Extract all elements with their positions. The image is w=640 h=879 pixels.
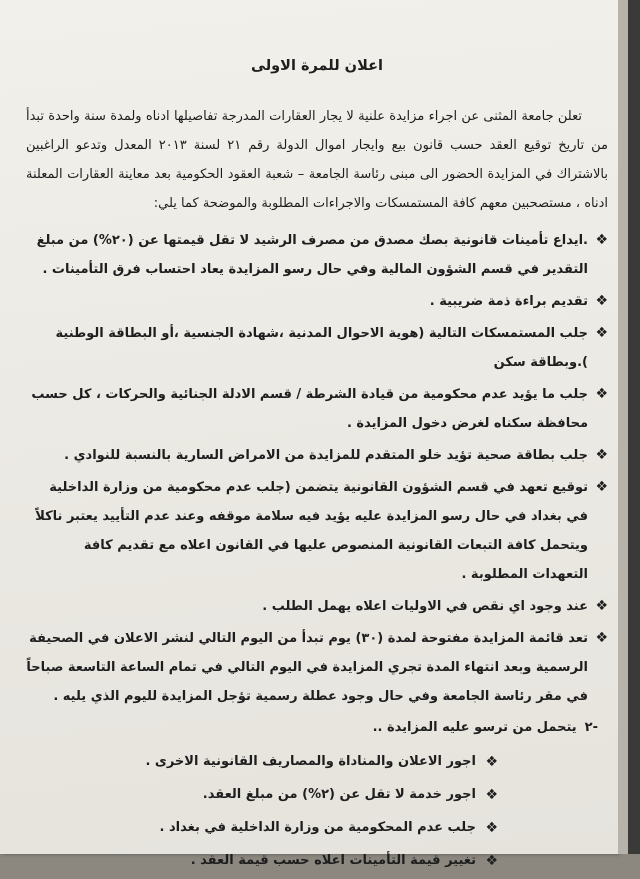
section-2-heading <box>26 715 608 741</box>
diamond-bullet-icon: ❖ <box>595 598 608 614</box>
requirement-item: ❖ جلب ما يؤيد عدم محكومية من قيادة الشرطة / قسم الادلة الجنائية والحركات ، كل حسب محافظة سكناه لغرض دخول المزايدة . <box>26 380 608 438</box>
section-heading-text: يتحمل من ترسو عليه المزايدة .. <box>372 720 577 735</box>
diamond-bullet-icon: ❖ <box>595 386 608 402</box>
requirement-item: ❖ عند وجود اي نقص في الاوليات اعلاه يهمل الطلب . <box>26 592 608 621</box>
requirement-item: ❖ جلب بطاقة صحية تؤيد خلو المتقدم للمزايدة من الامراض السارية بالنسبة للنوادي . <box>26 441 608 470</box>
requirement-item: ❖ تقديم براءة ذمة ضريبية . <box>26 287 608 316</box>
diamond-bullet-icon: ❖ <box>485 787 498 803</box>
requirement-item: ❖ جلب المستمسكات التالية (هوية الاحوال المدنية ،شهادة الجنسية ،أو البطاقة الوطنية ).وبطاقة سكن <box>26 319 608 377</box>
requirement-item: ❖ توقيع تعهد في قسم الشؤون القانونية يتضمن (جلب عدم محكومية من وزارة الداخلية في بغداد في حال رسو المزايدة عليه يؤيد فيه سلامة موقفه وعند عدم التأييد يعتبر ناكلاً ويتحمل كافة التبعات القانونية المنصوص عليها في القانون اعلاه مع تقديم كافة التعهدات المطلوبة . <box>26 473 608 589</box>
obligations-list <box>26 747 608 876</box>
diamond-bullet-icon: ❖ <box>485 754 498 770</box>
obligation-item: ❖ جلب عدم المحكومية من وزارة الداخلية في بغداد . <box>26 813 498 843</box>
obligation-item: ❖ اجور خدمة لا تقل عن (٢%) من مبلغ العقد. <box>26 780 498 810</box>
requirements-list <box>26 226 608 711</box>
diamond-bullet-icon: ❖ <box>485 820 498 836</box>
background-edge <box>628 0 640 854</box>
diamond-bullet-icon: ❖ <box>595 293 608 309</box>
diamond-bullet-icon: ❖ <box>485 853 498 869</box>
requirement-item: ❖ تعد قائمة المزايدة مفتوحة لمدة (٣٠) يوم تبدأ من اليوم التالي لنشر الاعلان في الصحيفة الرسمية وبعد انتهاء المدة تجري المزايدة في اليوم التالي في تمام الساعة التاسعة صباحاً في مقر رئاسة الجامعة وفي حال وجود عطلة رسمية تؤجل المزايدة لليوم الذي يليه . <box>26 624 608 711</box>
intro-text: تعلن جامعة المثنى عن اجراء مزايدة علنية لا يجار العقارات المدرجة تفاصيلها ادناه ولمدة سنة واحدة تبدأ من تاريخ توقيع العقد حسب قانون بيع وايجار اموال الدولة رقم ٢١ لسنة ٢٠١٣ المعدل وتدعو الراغبين بالاشتراك في المزايدة الحضور الى مبنى رئاسة الجامعة – شعبة العقود الحكومية بعد معاينة العقارات المعلنة ادناه ، مستصحبين معهم كافة المستمسكات والاجراءات المطلوبة والموضحة كما يلي: <box>26 109 609 211</box>
section-number: -٢ <box>584 720 598 735</box>
announcement-document <box>26 58 608 879</box>
obligation-item: ❖ تغيير قيمة التأمينات اعلاه حسب قيمة العقد . <box>26 846 498 876</box>
diamond-bullet-icon: ❖ <box>595 447 608 463</box>
intro-paragraph <box>26 102 608 218</box>
obligation-item: ❖ اجور الاعلان والمناداة والمصاريف القانونية الاخرى . <box>26 747 498 777</box>
diamond-bullet-icon: ❖ <box>595 630 608 646</box>
diamond-bullet-icon: ❖ <box>595 325 608 341</box>
requirement-item: ❖ .ايداع تأمينات قانونية بصك مصدق من مصرف الرشيد لا تقل قيمتها عن (٢٠%) من مبلغ التقدير في قسم الشؤون المالية وفي حال رسو المزايدة يعاد احتساب فرق التأمينات . <box>26 226 608 284</box>
announcement-title: اعلان للمرة الاولى <box>251 58 383 74</box>
diamond-bullet-icon: ❖ <box>595 479 608 495</box>
page-edge <box>618 0 628 854</box>
diamond-bullet-icon: ❖ <box>595 232 608 248</box>
